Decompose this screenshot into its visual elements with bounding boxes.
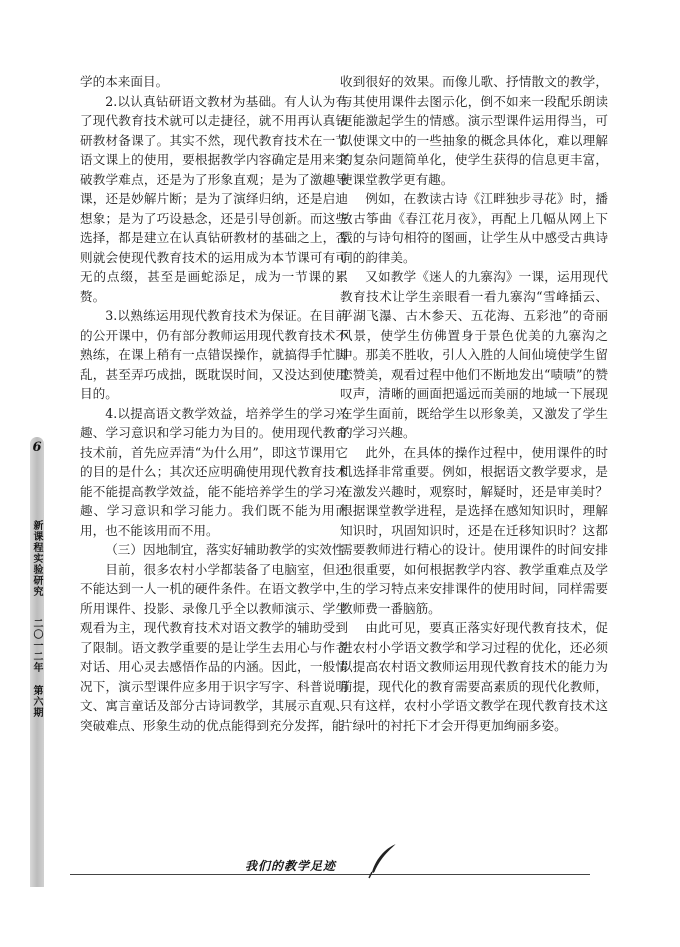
paragraph: 4.以提高语文教学效益，培养学生的学习兴趣、学习意识和学习能力为目的。使用现代教育技术前，首先应弄清“为什么用”，即这节课用它的目的是什么；其次还应明确使用现代教育技术能不能提高教学效益，能不能培养学生的学习兴趣、学习意识和学习能力。我们既不能为用而用，也不能该用而不用。 — [80, 405, 348, 538]
footer-column-title: 我们的教学足迹 — [245, 859, 337, 873]
paragraph: 此外，在具体的操作过程中，使用课件的时机选择非常重要。例如，根据语文教学要求，是在激发兴趣时，观察时，解疑时，还是审美时？根据课堂教学进程，是选择在感知知识时，理解知识时，巩固知识时，还是在迁移知识时？这都需要教师进行精心的设计。使用课件的时间安排也很重要，如何根据教学内容、教学重难点及学生的学习特点来安排课件的使用时间，同样需要教师费一番脑筋。 — [340, 444, 608, 616]
page-number: 6 — [32, 440, 42, 455]
paragraph: 目前，很多农村小学都装备了电脑室，但还不能达到一人一机的硬件条件。在语文教学中，所用课件、投影、录像几乎全以教师演示、学生观看为主，现代教育技术对语文教学的辅助受到了限制。语文教学重要的是让学生去用心与作者对话、用心灵去感悟作品的内涵。因此，一般情况下，演示型课件应多用于识字写字、科普说明文、寓言童话及部分古诗词教学，其展示直观、突破难点、形象生动的优点能得到充分发挥，能 — [80, 561, 348, 733]
paragraph: 由此可见，要真正落实好现代教育技术，促进农村小学语文教学和学习过程的优化，还必须以提高农村语文教师运用现代教育技术的能力为前提，现代化的教育需要高素质的现代化教师，只有这样，农村小学语文教学在现代教育技术这片绿叶的衬托下才会开得更加绚丽多姿。 — [340, 620, 608, 733]
paragraph: 又如教学《迷人的九寨沟》一课，运用现代教育技术让学生亲眼看一看九寨沟“雪峰插云、平湖飞瀑、古木参天、五花海、五彩池”的奇丽风景，使学生仿佛置身于景色优美的九寨沟之中。那美不胜收，引人入胜的人间仙境使学生留恋赞美，观看过程中他们不断地发出“啧啧”的赞叹声，清晰的画面把遥远而美丽的地域一下展现在学生面前，既给学生以形象美，又激发了学生的学习兴趣。 — [340, 269, 608, 440]
paragraph: 2.以认真钻研语文教材为基础。有人认为有了现代教育技术就可以走捷径，就不用再认真钻研教材备课了。其实不然，现代教育技术在一节语文课上的使用，要根据教学内容确定是用来突破教学难点，还是为了形象直观；是为了激趣导课，还是妙解片断；是为了演绎归纳，还是启迪想象；是为了巧设悬念，还是引导创新。而这些选择，都是建立在认真钻研教材的基础之上，否则就会使现代教育技术的运用成为本节课可有可无的点缀，甚至是画蛇添足，成为一节课的累赘。 — [80, 93, 348, 304]
section-heading: （三）因地制宜，落实好辅助教学的实效性 — [105, 542, 345, 557]
paragraph: 3.以熟练运用现代教育技术为保证。在目前的公开课中，仍有部分教师运用现代教育技术不熟练，在课上稍有一点错误操作，就搞得手忙脚乱，甚至弄巧成拙，既耽误时间，又没达到使用目的。 — [80, 308, 348, 401]
journal-issue: 二〇一二年 第六期 — [31, 618, 42, 718]
paragraph: 学的本来面目。 — [80, 74, 169, 89]
right-column — [340, 72, 608, 735]
paragraph: 例如，在教读古诗《江畔独步寻花》时，播放古筝曲《春江花月夜》，再配上几幅从网上下载的与诗句相符的图画，让学生从中感受古典诗词的韵律美。 — [340, 191, 608, 265]
journal-name: 新课程实验研究 — [31, 520, 42, 597]
paragraph: 收到很好的效果。而像儿歌、抒情散文的教学，与其使用课件去图示化，倒不如来一段配乐朗读更能激起学生的情感。演示型课件运用得当，可以使课文中的一些抽象的概念具体化，难以理解的复杂问题简单化，使学生获得的信息更丰富，使课堂教学更有趣。 — [340, 74, 608, 187]
quill-pen-icon — [362, 842, 402, 882]
footer-rule — [70, 874, 590, 875]
left-column — [80, 72, 348, 735]
